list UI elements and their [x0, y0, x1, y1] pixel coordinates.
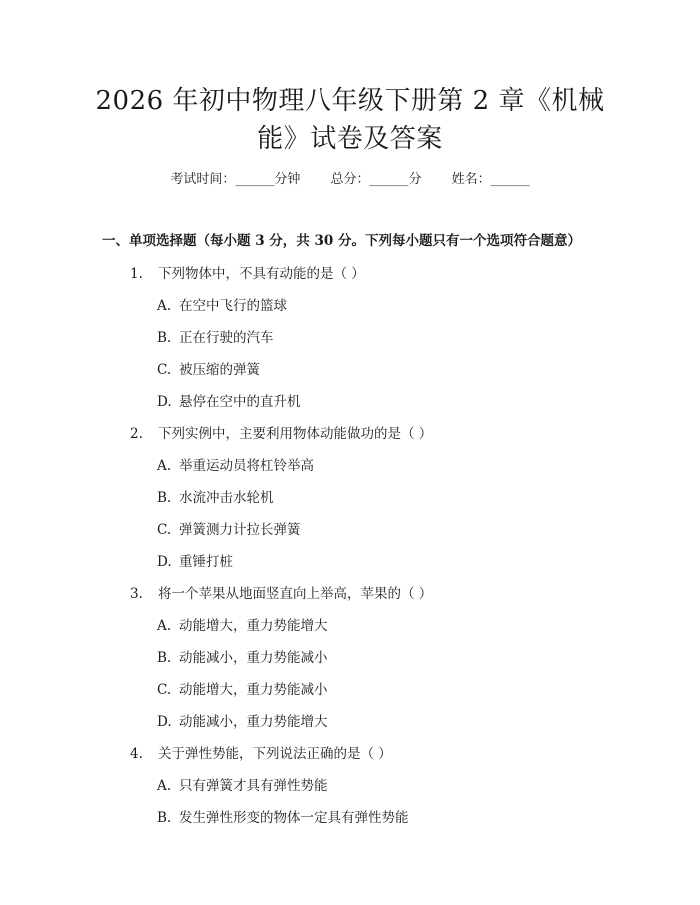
section-heading: 一、单项选择题（每小题 3 分，共 30 分。下列每小题只有一个选项符合题意）	[102, 233, 581, 249]
option-text: 水流冲击水轮机	[179, 490, 274, 506]
option-key: B.	[157, 490, 172, 506]
option-key: D.	[157, 394, 172, 410]
question-1-option-c	[157, 358, 260, 378]
option-text: 悬停在空中的直升机	[179, 394, 301, 410]
question-3-option-a	[157, 614, 328, 634]
option-text: 动能增大，重力势能减小	[179, 682, 328, 698]
exam-meta	[0, 168, 700, 187]
question-text: 下列物体中，不具有动能的是（ ）	[158, 266, 365, 282]
question-text: 下列实例中，主要利用物体动能做功的是（ ）	[158, 426, 433, 442]
question-number: 1.	[130, 266, 143, 282]
question-text: 关于弹性势能，下列说法正确的是（ ）	[158, 746, 392, 762]
option-key: A.	[157, 298, 172, 314]
question-2-option-b	[157, 486, 274, 506]
option-key: D.	[157, 554, 172, 570]
question-4-option-a	[157, 774, 328, 794]
option-key: B.	[157, 330, 172, 346]
option-key: A.	[157, 778, 172, 794]
question-number: 2.	[130, 426, 143, 442]
question-number: 3.	[130, 586, 143, 602]
option-key: B.	[157, 650, 172, 666]
question-3	[130, 582, 432, 602]
option-text: 在空中飞行的篮球	[179, 298, 287, 314]
question-1-option-b	[157, 326, 274, 346]
option-key: C.	[157, 682, 172, 698]
option-text: 只有弹簧才具有弹性势能	[179, 778, 328, 794]
option-text: 弹簧测力计拉长弹簧	[179, 522, 301, 538]
title-line-2: 能》试卷及答案	[257, 124, 443, 154]
exam-time-field: 考试时间：______分钟	[170, 172, 301, 187]
question-2-option-d	[157, 550, 233, 570]
question-4-option-b	[157, 806, 409, 826]
option-text: 动能减小，重力势能减小	[179, 650, 328, 666]
option-text: 动能减小，重力势能增大	[179, 714, 328, 730]
option-text: 被压缩的弹簧	[179, 362, 260, 378]
option-key: A.	[157, 458, 172, 474]
question-text: 将一个苹果从地面竖直向上举高，苹果的（ ）	[158, 586, 433, 602]
question-2-option-c	[157, 518, 301, 538]
question-1-option-a	[157, 294, 287, 314]
option-key: C.	[157, 362, 172, 378]
question-1	[130, 262, 365, 282]
option-text: 动能增大，重力势能增大	[179, 618, 328, 634]
question-3-option-b	[157, 646, 328, 666]
question-3-option-c	[157, 678, 328, 698]
question-2-option-a	[157, 454, 314, 474]
option-key: C.	[157, 522, 172, 538]
page-title	[60, 82, 640, 158]
question-1-option-d	[157, 390, 301, 410]
total-score-field: 总分：______分	[330, 172, 422, 187]
question-3-option-d	[157, 710, 328, 730]
option-key: B.	[157, 810, 172, 826]
question-2	[130, 422, 432, 442]
option-text: 发生弹性形变的物体一定具有弹性势能	[179, 810, 409, 826]
title-line-1: 2026 年初中物理八年级下册第 2 章《机械	[95, 86, 605, 116]
option-text: 重锤打桩	[179, 554, 233, 570]
option-text: 举重运动员将杠铃举高	[179, 458, 314, 474]
question-4	[130, 742, 392, 762]
option-key: D.	[157, 714, 172, 730]
question-number: 4.	[130, 746, 143, 762]
option-key: A.	[157, 618, 172, 634]
option-text: 正在行驶的汽车	[179, 330, 274, 346]
student-name-field: 姓名：______	[451, 172, 530, 187]
